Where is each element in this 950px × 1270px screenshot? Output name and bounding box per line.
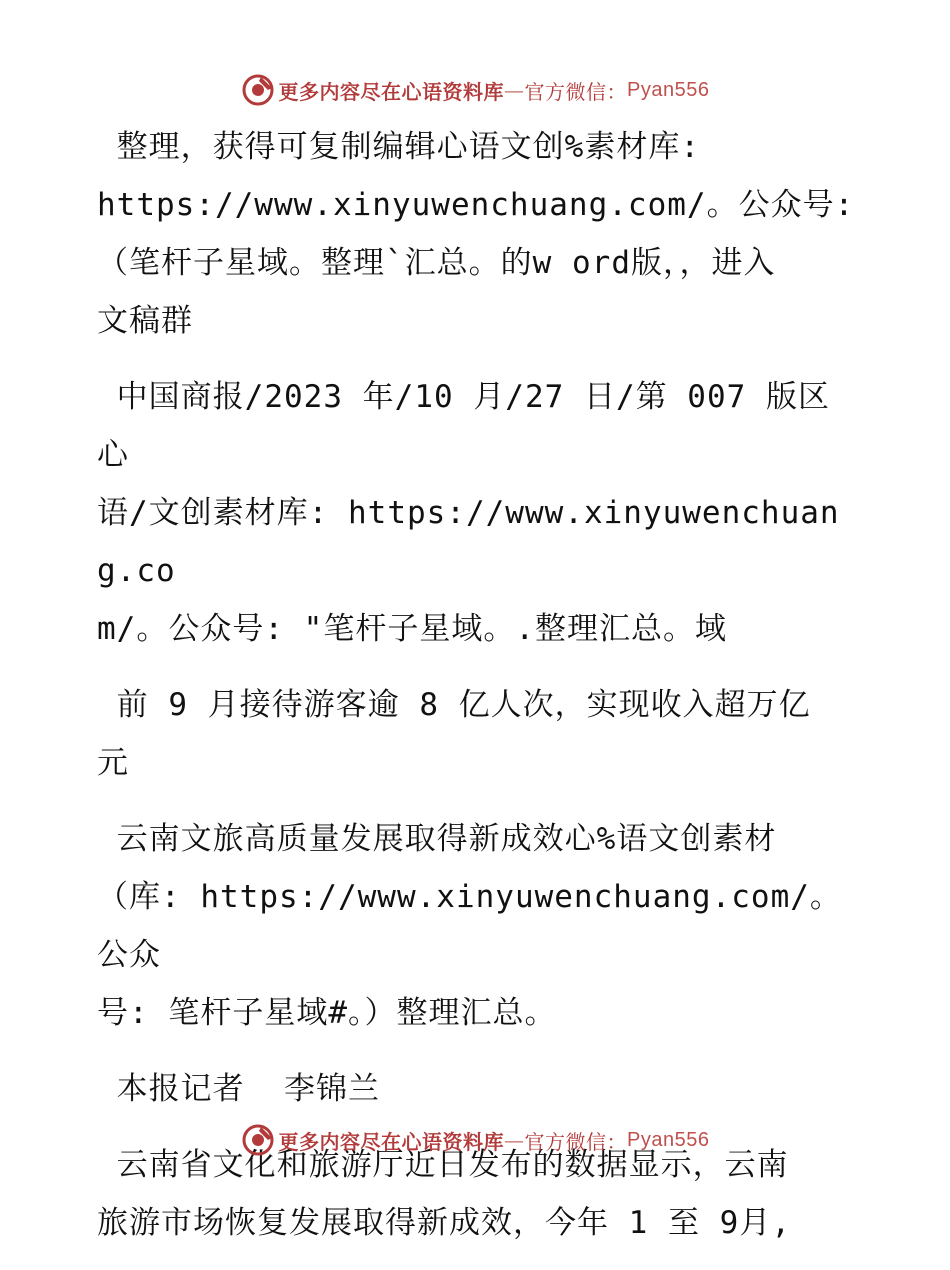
header-watermark [0,70,950,110]
watermark-wechat-id: Pyan556 [627,1128,710,1151]
paragraph-source: 中国商报/2023 年/10 月/27 日/第 007 版区心 语/文创素材库: https://www.xinyuwenchuang.co m/。公众号: "笔杆子星域。.整理汇总。域 [97,379,840,647]
watermark-official-label: 官方微信： [524,79,628,104]
paragraph-body: 云南省文化和旅游厅近日发布的数据显示，云南 旅游市场恢复发展取得新成效，今年 1 至 9月, [97,1147,791,1241]
watermark-official-label: 官方微信： [524,1129,628,1154]
paragraph-subtitle: 前 9 月接待游客逾 8 亿人次，实现收入超万亿 元 [97,687,811,781]
watermark-brand-text: 更多内容尽在心语资料库 [278,79,505,104]
brand-logo-icon [241,1123,275,1157]
watermark-brand-text: 更多内容尽在心语资料库 [278,1129,505,1154]
footer-watermark [0,1120,950,1160]
paragraph-headline: 云南文旅高质量发展取得新成效心%语文创素材 （库: https://www.xinyuwenchuang.com/。公众 号: 笔杆子星域#。）整理汇总。 [97,821,842,1031]
paragraph-intro: 整理，获得可复制编辑心语文创%素材库: https://www.xinyuwenchuang.com/。公众号: （笔杆子星域。整理`汇总。的w ord版，，进入 文稿群 [97,129,855,339]
watermark-wechat-id: Pyan556 [627,78,710,101]
paragraph-byline: 本报记者 李锦兰 [97,1071,380,1107]
brand-logo-icon [241,73,275,107]
watermark-separator: — [504,1128,525,1152]
watermark-separator: — [504,78,525,102]
document-body [97,118,857,1270]
